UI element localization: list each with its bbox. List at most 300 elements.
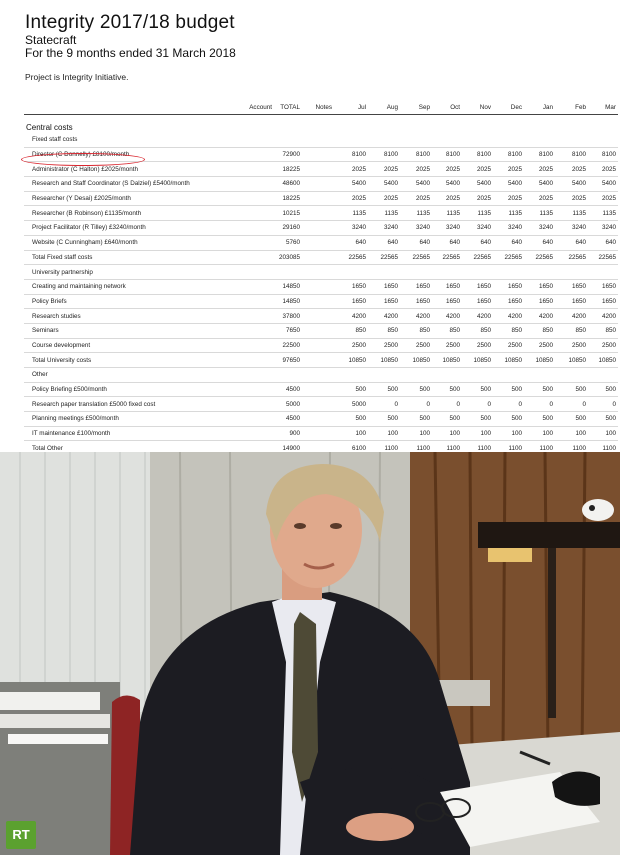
row-label: Research studies xyxy=(24,309,240,324)
month-cell: 640 xyxy=(368,235,400,250)
table-row xyxy=(24,191,618,206)
row-label: Total University costs xyxy=(24,353,240,368)
month-cell: 5400 xyxy=(524,177,555,192)
month-cell: 0 xyxy=(432,397,462,412)
rt-logo: RT xyxy=(6,821,36,849)
month-cell: 2025 xyxy=(432,162,462,177)
month-cell: 2025 xyxy=(400,191,432,206)
month-cell: 0 xyxy=(524,397,555,412)
month-cell: 2025 xyxy=(432,191,462,206)
month-cell: 4200 xyxy=(432,309,462,324)
month-cell: 2025 xyxy=(524,191,555,206)
month-cell: 4200 xyxy=(368,309,400,324)
month-cell: 1650 xyxy=(462,294,493,309)
month-cell: 2500 xyxy=(400,338,432,353)
month-cell: 850 xyxy=(555,323,588,338)
month-cell: 1100 xyxy=(432,441,462,456)
row-label: Administrator (C Halton) £2025/month xyxy=(24,162,240,177)
row-label: Research and Staff Coordinator (S Dalziel) £5400/month xyxy=(24,177,240,192)
row-label: Total Other xyxy=(24,441,240,456)
photo-man-at-desk xyxy=(0,452,620,855)
account-cell xyxy=(240,382,274,397)
table-row xyxy=(24,412,618,427)
month-cell: 100 xyxy=(462,426,493,441)
notes-cell xyxy=(302,235,334,250)
month-cell: 1650 xyxy=(493,279,524,294)
month-cell: 640 xyxy=(432,235,462,250)
month-cell: 3240 xyxy=(368,221,400,236)
month-cell: 0 xyxy=(368,397,400,412)
month-cell: 1650 xyxy=(368,279,400,294)
lamp-stand xyxy=(548,548,556,718)
group-heading-row xyxy=(24,368,618,383)
month-cell: 500 xyxy=(368,382,400,397)
month-cell: 500 xyxy=(334,382,368,397)
month-cell: 10850 xyxy=(493,353,524,368)
month-cell: 4200 xyxy=(400,309,432,324)
group-heading: Fixed staff costs xyxy=(24,133,618,147)
column-header: Dec xyxy=(493,100,524,115)
notes-cell xyxy=(302,206,334,221)
month-cell: 100 xyxy=(493,426,524,441)
month-cell: 850 xyxy=(334,323,368,338)
total-cell: 18225 xyxy=(274,162,302,177)
table-row xyxy=(24,235,618,250)
month-cell: 0 xyxy=(493,397,524,412)
column-header: Notes xyxy=(302,100,334,115)
month-cell: 850 xyxy=(462,323,493,338)
total-cell: 72900 xyxy=(274,147,302,162)
total-cell: 900 xyxy=(274,426,302,441)
month-cell: 100 xyxy=(400,426,432,441)
month-cell: 22565 xyxy=(432,250,462,265)
table-row xyxy=(24,338,618,353)
account-cell xyxy=(240,323,274,338)
account-cell xyxy=(240,309,274,324)
group-heading-row xyxy=(24,133,618,147)
month-cell: 1650 xyxy=(462,279,493,294)
account-cell xyxy=(240,412,274,427)
account-cell xyxy=(240,279,274,294)
month-cell: 2025 xyxy=(334,162,368,177)
month-cell: 500 xyxy=(400,382,432,397)
total-cell: 203085 xyxy=(274,250,302,265)
budget-table xyxy=(24,100,618,470)
month-cell: 4200 xyxy=(555,309,588,324)
month-cell: 1100 xyxy=(462,441,493,456)
month-cell: 22565 xyxy=(462,250,493,265)
lamp-glow xyxy=(488,548,532,562)
month-cell: 2025 xyxy=(493,191,524,206)
month-cell: 500 xyxy=(368,412,400,427)
month-cell: 1650 xyxy=(368,294,400,309)
notes-cell xyxy=(302,309,334,324)
account-cell xyxy=(240,294,274,309)
month-cell: 8100 xyxy=(524,147,555,162)
column-header: Jan xyxy=(524,100,555,115)
month-cell: 2025 xyxy=(334,191,368,206)
account-cell xyxy=(240,353,274,368)
paper-stack xyxy=(0,692,100,710)
month-cell: 1135 xyxy=(588,206,618,221)
month-cell: 5400 xyxy=(432,177,462,192)
month-cell: 8100 xyxy=(555,147,588,162)
month-cell: 0 xyxy=(462,397,493,412)
month-cell: 5400 xyxy=(462,177,493,192)
month-cell: 1650 xyxy=(400,294,432,309)
month-cell: 640 xyxy=(524,235,555,250)
row-label: Director (C Donnelly) £8100/month xyxy=(24,147,240,162)
month-cell: 5400 xyxy=(588,177,618,192)
month-cell: 850 xyxy=(400,323,432,338)
month-cell: 640 xyxy=(555,235,588,250)
table-row xyxy=(24,177,618,192)
cow-figurine xyxy=(582,499,614,521)
month-cell: 10850 xyxy=(555,353,588,368)
hand xyxy=(346,813,414,841)
notes-cell xyxy=(302,279,334,294)
month-cell: 2025 xyxy=(462,191,493,206)
month-cell: 10850 xyxy=(524,353,555,368)
row-label: Course development xyxy=(24,338,240,353)
column-header: Aug xyxy=(368,100,400,115)
month-cell: 6100 xyxy=(334,441,368,456)
column-header: Jul xyxy=(334,100,368,115)
month-cell: 2500 xyxy=(493,338,524,353)
month-cell: 3240 xyxy=(555,221,588,236)
total-cell: 14900 xyxy=(274,441,302,456)
total-cell: 5000 xyxy=(274,397,302,412)
account-cell xyxy=(240,221,274,236)
month-cell: 5000 xyxy=(334,397,368,412)
notes-cell xyxy=(302,177,334,192)
project-note: Project is Integrity Initiative. xyxy=(25,72,129,82)
section-heading-row xyxy=(24,115,618,134)
month-cell: 1650 xyxy=(334,279,368,294)
month-cell: 2500 xyxy=(588,338,618,353)
month-cell: 3240 xyxy=(400,221,432,236)
column-header: Oct xyxy=(432,100,462,115)
month-cell: 10850 xyxy=(400,353,432,368)
month-cell: 500 xyxy=(462,412,493,427)
month-cell: 1650 xyxy=(555,294,588,309)
month-cell: 3240 xyxy=(524,221,555,236)
month-cell: 5400 xyxy=(400,177,432,192)
month-cell: 2025 xyxy=(368,191,400,206)
notes-cell xyxy=(302,397,334,412)
month-cell: 850 xyxy=(368,323,400,338)
month-cell: 3240 xyxy=(334,221,368,236)
month-cell: 2500 xyxy=(334,338,368,353)
month-cell: 10850 xyxy=(432,353,462,368)
month-cell: 5400 xyxy=(334,177,368,192)
month-cell: 3240 xyxy=(588,221,618,236)
notes-cell xyxy=(302,147,334,162)
month-cell: 1650 xyxy=(493,294,524,309)
month-cell: 22565 xyxy=(334,250,368,265)
month-cell: 1650 xyxy=(400,279,432,294)
notes-cell xyxy=(302,412,334,427)
total-cell: 4500 xyxy=(274,382,302,397)
account-cell xyxy=(240,177,274,192)
notes-cell xyxy=(302,191,334,206)
month-cell: 2500 xyxy=(524,338,555,353)
month-cell: 100 xyxy=(555,426,588,441)
month-cell: 3240 xyxy=(493,221,524,236)
section-heading: Central costs xyxy=(26,122,73,132)
table-row xyxy=(24,309,618,324)
account-cell xyxy=(240,397,274,412)
row-label: Planning meetings £500/month xyxy=(24,412,240,427)
month-cell: 1650 xyxy=(588,294,618,309)
table-header-row xyxy=(24,100,618,115)
table-row xyxy=(24,382,618,397)
group-heading: University partnership xyxy=(24,265,618,280)
account-cell xyxy=(240,206,274,221)
table-row xyxy=(24,294,618,309)
month-cell: 2025 xyxy=(368,162,400,177)
month-cell: 1650 xyxy=(555,279,588,294)
total-cell: 37800 xyxy=(274,309,302,324)
month-cell: 2025 xyxy=(524,162,555,177)
column-header: Feb xyxy=(555,100,588,115)
month-cell: 1135 xyxy=(462,206,493,221)
month-cell: 4200 xyxy=(493,309,524,324)
right-eye xyxy=(330,523,342,529)
month-cell: 1135 xyxy=(334,206,368,221)
month-cell: 8100 xyxy=(400,147,432,162)
table-row xyxy=(24,162,618,177)
month-cell: 640 xyxy=(462,235,493,250)
month-cell: 10850 xyxy=(588,353,618,368)
month-cell: 2025 xyxy=(400,162,432,177)
month-cell: 1135 xyxy=(400,206,432,221)
notes-cell xyxy=(302,353,334,368)
column-header: TOTAL xyxy=(274,100,302,115)
row-label: Policy Briefs xyxy=(24,294,240,309)
month-cell: 850 xyxy=(524,323,555,338)
month-cell: 1650 xyxy=(334,294,368,309)
total-cell: 7650 xyxy=(274,323,302,338)
month-cell: 640 xyxy=(400,235,432,250)
row-label: Creating and maintaining network xyxy=(24,279,240,294)
month-cell: 22565 xyxy=(588,250,618,265)
column-header: Mar xyxy=(588,100,618,115)
account-cell xyxy=(240,162,274,177)
row-label: Seminars xyxy=(24,323,240,338)
month-cell: 1135 xyxy=(432,206,462,221)
month-cell: 100 xyxy=(432,426,462,441)
month-cell: 1135 xyxy=(368,206,400,221)
month-cell: 22565 xyxy=(368,250,400,265)
notes-cell xyxy=(302,338,334,353)
month-cell: 2025 xyxy=(493,162,524,177)
month-cell: 2025 xyxy=(555,191,588,206)
organization-name: Statecraft xyxy=(25,33,77,47)
month-cell: 1100 xyxy=(368,441,400,456)
month-cell: 10850 xyxy=(334,353,368,368)
total-cell: 18225 xyxy=(274,191,302,206)
month-cell: 22565 xyxy=(524,250,555,265)
month-cell: 1100 xyxy=(555,441,588,456)
total-cell: 14850 xyxy=(274,279,302,294)
month-cell: 1135 xyxy=(555,206,588,221)
notes-cell xyxy=(302,162,334,177)
total-cell: 4500 xyxy=(274,412,302,427)
month-cell: 5400 xyxy=(368,177,400,192)
column-header: Nov xyxy=(462,100,493,115)
month-cell: 500 xyxy=(524,382,555,397)
month-cell: 8100 xyxy=(432,147,462,162)
month-cell: 2025 xyxy=(462,162,493,177)
row-label: Research paper translation £5000 fixed cost xyxy=(24,397,240,412)
month-cell: 1100 xyxy=(524,441,555,456)
month-cell: 0 xyxy=(555,397,588,412)
month-cell: 8100 xyxy=(368,147,400,162)
notes-cell xyxy=(302,250,334,265)
group-heading: Other xyxy=(24,368,618,383)
month-cell: 100 xyxy=(368,426,400,441)
row-label: Researcher (B Robinson) £1135/month xyxy=(24,206,240,221)
month-cell: 500 xyxy=(524,412,555,427)
table-row xyxy=(24,206,618,221)
total-cell: 10215 xyxy=(274,206,302,221)
row-label: Total Fixed staff costs xyxy=(24,250,240,265)
month-cell: 850 xyxy=(432,323,462,338)
month-cell: 8100 xyxy=(493,147,524,162)
account-cell xyxy=(240,338,274,353)
month-cell: 500 xyxy=(462,382,493,397)
month-cell: 2500 xyxy=(368,338,400,353)
month-cell: 100 xyxy=(588,426,618,441)
month-cell: 4200 xyxy=(524,309,555,324)
month-cell: 640 xyxy=(493,235,524,250)
month-cell: 22565 xyxy=(555,250,588,265)
month-cell: 1135 xyxy=(493,206,524,221)
month-cell: 2500 xyxy=(462,338,493,353)
row-label: Project Facilitator (R Tilley) £3240/month xyxy=(24,221,240,236)
month-cell: 2500 xyxy=(432,338,462,353)
month-cell: 4200 xyxy=(462,309,493,324)
subtotal-row xyxy=(24,250,618,265)
total-cell: 97650 xyxy=(274,353,302,368)
month-cell: 8100 xyxy=(462,147,493,162)
month-cell: 3240 xyxy=(432,221,462,236)
month-cell: 500 xyxy=(555,412,588,427)
month-cell: 100 xyxy=(334,426,368,441)
notes-cell xyxy=(302,221,334,236)
month-cell: 8100 xyxy=(588,147,618,162)
month-cell: 640 xyxy=(588,235,618,250)
month-cell: 22565 xyxy=(493,250,524,265)
table-row xyxy=(24,323,618,338)
month-cell: 1650 xyxy=(432,294,462,309)
month-cell: 4200 xyxy=(334,309,368,324)
month-cell: 500 xyxy=(493,412,524,427)
account-cell xyxy=(240,147,274,162)
month-cell: 2025 xyxy=(588,191,618,206)
document-title: Integrity 2017/18 budget xyxy=(25,12,235,33)
month-cell: 850 xyxy=(588,323,618,338)
column-header: Account xyxy=(240,100,274,115)
month-cell: 500 xyxy=(588,382,618,397)
column-header: Sep xyxy=(400,100,432,115)
month-cell: 5400 xyxy=(555,177,588,192)
month-cell: 22565 xyxy=(400,250,432,265)
month-cell: 0 xyxy=(400,397,432,412)
month-cell: 2025 xyxy=(555,162,588,177)
month-cell: 4200 xyxy=(588,309,618,324)
table-row xyxy=(24,221,618,236)
month-cell: 10850 xyxy=(462,353,493,368)
notes-cell xyxy=(302,382,334,397)
period-line: For the 9 months ended 31 March 2018 xyxy=(25,46,236,60)
account-cell xyxy=(240,426,274,441)
total-cell: 48600 xyxy=(274,177,302,192)
table-row xyxy=(24,147,618,162)
month-cell: 10850 xyxy=(368,353,400,368)
month-cell: 100 xyxy=(524,426,555,441)
month-cell: 1135 xyxy=(524,206,555,221)
row-label: Policy Briefing £500/month xyxy=(24,382,240,397)
month-cell: 1100 xyxy=(588,441,618,456)
month-cell: 3240 xyxy=(462,221,493,236)
month-cell: 1650 xyxy=(432,279,462,294)
total-cell: 29160 xyxy=(274,221,302,236)
month-cell: 1100 xyxy=(400,441,432,456)
group-heading-row xyxy=(24,265,618,280)
photo-illustration xyxy=(0,452,620,855)
month-cell: 500 xyxy=(588,412,618,427)
month-cell: 850 xyxy=(493,323,524,338)
month-cell: 640 xyxy=(334,235,368,250)
notes-cell xyxy=(302,294,334,309)
row-label: Researcher (Y Desai) £2025/month xyxy=(24,191,240,206)
window xyxy=(0,452,150,712)
month-cell: 500 xyxy=(432,382,462,397)
total-cell: 22500 xyxy=(274,338,302,353)
month-cell: 500 xyxy=(555,382,588,397)
notes-cell xyxy=(302,323,334,338)
account-cell xyxy=(240,250,274,265)
row-label: Website (C Cunningham) £640/month xyxy=(24,235,240,250)
month-cell: 500 xyxy=(432,412,462,427)
header-blank xyxy=(24,100,240,115)
month-cell: 500 xyxy=(400,412,432,427)
month-cell: 1650 xyxy=(524,294,555,309)
left-eye xyxy=(294,523,306,529)
month-cell: 2025 xyxy=(588,162,618,177)
total-cell: 14850 xyxy=(274,294,302,309)
account-cell xyxy=(240,235,274,250)
month-cell: 1100 xyxy=(493,441,524,456)
account-cell xyxy=(240,191,274,206)
notes-cell xyxy=(302,426,334,441)
month-cell: 1650 xyxy=(524,279,555,294)
month-cell: 5400 xyxy=(493,177,524,192)
month-cell: 2500 xyxy=(555,338,588,353)
total-cell: 5760 xyxy=(274,235,302,250)
subtotal-row xyxy=(24,353,618,368)
table-row xyxy=(24,279,618,294)
month-cell: 8100 xyxy=(334,147,368,162)
desk-lamp-shade xyxy=(478,522,620,548)
table-row xyxy=(24,426,618,441)
month-cell: 0 xyxy=(588,397,618,412)
month-cell: 500 xyxy=(334,412,368,427)
month-cell: 1650 xyxy=(588,279,618,294)
table-row xyxy=(24,397,618,412)
